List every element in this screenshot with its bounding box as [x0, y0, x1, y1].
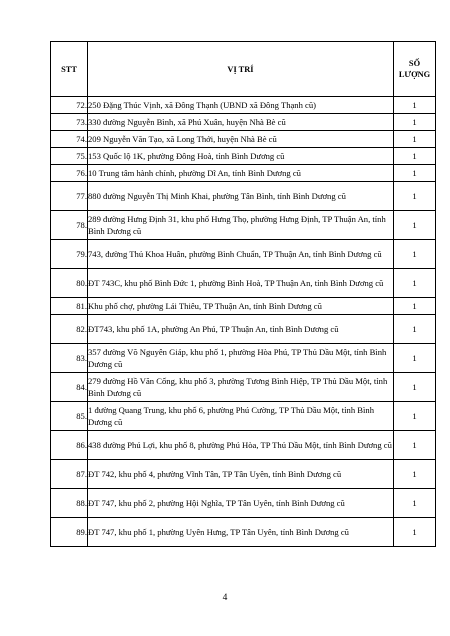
quantity-cell: 1 [394, 315, 436, 344]
table-row [51, 402, 436, 431]
table-row [51, 298, 436, 315]
quantity-cell: 1 [394, 402, 436, 431]
location-cell: ĐT 743C, khu phố Bình Đức 1, phường Bình Hoà, TP Thuận An, tỉnh Bình Dương cũ [88, 269, 394, 298]
location-cell: 357 đường Võ Nguyên Giáp, khu phố 1, phường Hòa Phú, TP Thủ Dầu Một, tỉnh Bình Dương cũ [88, 344, 394, 373]
row-number: 78. [51, 211, 88, 240]
location-cell: Khu phố chợ, phường Lái Thiêu, TP Thuận An, tỉnh Bình Dương cũ [88, 298, 394, 315]
table-row [51, 182, 436, 211]
quantity-cell: 1 [394, 344, 436, 373]
table-row [51, 373, 436, 402]
row-number: 76. [51, 165, 88, 182]
table-row [51, 240, 436, 269]
quantity-cell: 1 [394, 114, 436, 131]
row-number: 85. [51, 402, 88, 431]
table-row [51, 211, 436, 240]
quantity-cell: 1 [394, 373, 436, 402]
row-number: 80. [51, 269, 88, 298]
location-cell: 10 Trung tâm hành chính, phường Dĩ An, tỉnh Bình Dương cũ [88, 165, 394, 182]
quantity-cell: 1 [394, 489, 436, 518]
quantity-cell: 1 [394, 182, 436, 211]
row-number: 74. [51, 131, 88, 148]
table-row [51, 431, 436, 460]
table-row [51, 97, 436, 114]
table-header-row [51, 42, 436, 97]
row-number: 84. [51, 373, 88, 402]
location-cell: ĐT 742, khu phố 4, phường Vĩnh Tân, TP Tân Uyên, tỉnh Bình Dương cũ [88, 460, 394, 489]
row-number: 75. [51, 148, 88, 165]
table-row [51, 489, 436, 518]
location-cell: 289 đường Hưng Định 31, khu phố Hưng Thọ, phường Hưng Định, TP Thuận An, tỉnh Bình Dương cũ [88, 211, 394, 240]
row-number: 72. [51, 97, 88, 114]
quantity-cell: 1 [394, 460, 436, 489]
quantity-cell: 1 [394, 97, 436, 114]
quantity-cell: 1 [394, 298, 436, 315]
location-cell: 209 Nguyễn Văn Tạo, xã Long Thới, huyện Nhà Bè cũ [88, 131, 394, 148]
location-cell: 880 đường Nguyễn Thị Minh Khai, phường Tân Bình, tỉnh Bình Dương cũ [88, 182, 394, 211]
row-number: 88. [51, 489, 88, 518]
row-number: 81. [51, 298, 88, 315]
location-cell: 743, đường Thủ Khoa Huân, phường Bình Chuẩn, TP Thuận An, tỉnh Bình Dương cũ [88, 240, 394, 269]
quantity-cell: 1 [394, 240, 436, 269]
table-row [51, 131, 436, 148]
location-cell: 250 Đặng Thúc Vịnh, xã Đông Thạnh (UBND xã Đông Thạnh cũ) [88, 97, 394, 114]
table-row [51, 269, 436, 298]
row-number: 79. [51, 240, 88, 269]
quantity-cell: 1 [394, 269, 436, 298]
header-quantity: SỐ LƯỢNG [394, 42, 436, 97]
location-cell: ĐT743, khu phố 1A, phường An Phú, TP Thuận An, tỉnh Bình Dương cũ [88, 315, 394, 344]
location-cell: ĐT 747, khu phố 2, phường Hội Nghĩa, TP Tân Uyên, tỉnh Bình Dương cũ [88, 489, 394, 518]
location-cell: 153 Quốc lộ 1K, phường Đông Hoà, tỉnh Bình Dương cũ [88, 148, 394, 165]
location-cell: ĐT 747, khu phố 1, phường Uyên Hưng, TP Tân Uyên, tỉnh Bình Dương cũ [88, 518, 394, 547]
quantity-cell: 1 [394, 148, 436, 165]
row-number: 83. [51, 344, 88, 373]
table-row [51, 114, 436, 131]
row-number: 89. [51, 518, 88, 547]
quantity-cell: 1 [394, 131, 436, 148]
location-cell: 1 đường Quang Trung, khu phố 6, phường Phú Cường, TP Thủ Dầu Một, tỉnh Bình Dương cũ [88, 402, 394, 431]
quantity-cell: 1 [394, 165, 436, 182]
location-cell: 279 đường Hồ Văn Cống, khu phố 3, phường Tương Bình Hiệp, TP Thủ Dầu Một, tỉnh Bình Dương cũ [88, 373, 394, 402]
row-number: 77. [51, 182, 88, 211]
table-row [51, 518, 436, 547]
location-cell: 330 đường Nguyễn Bình, xã Phú Xuân, huyện Nhà Bè cũ [88, 114, 394, 131]
row-number: 82. [51, 315, 88, 344]
quantity-cell: 1 [394, 211, 436, 240]
quantity-cell: 1 [394, 518, 436, 547]
page-number: 4 [222, 593, 228, 603]
quantity-cell: 1 [394, 431, 436, 460]
locations-table [50, 41, 436, 547]
location-cell: 438 đường Phú Lợi, khu phố 8, phường Phú Hòa, TP Thủ Dầu Một, tỉnh Bình Dương cũ [88, 431, 394, 460]
row-number: 73. [51, 114, 88, 131]
row-number: 86. [51, 431, 88, 460]
table-row [51, 315, 436, 344]
header-stt: STT [51, 42, 88, 97]
table-row [51, 344, 436, 373]
table-row [51, 165, 436, 182]
header-location: VỊ TRÍ [88, 42, 394, 97]
row-number: 87. [51, 460, 88, 489]
table-row [51, 148, 436, 165]
table-row [51, 460, 436, 489]
